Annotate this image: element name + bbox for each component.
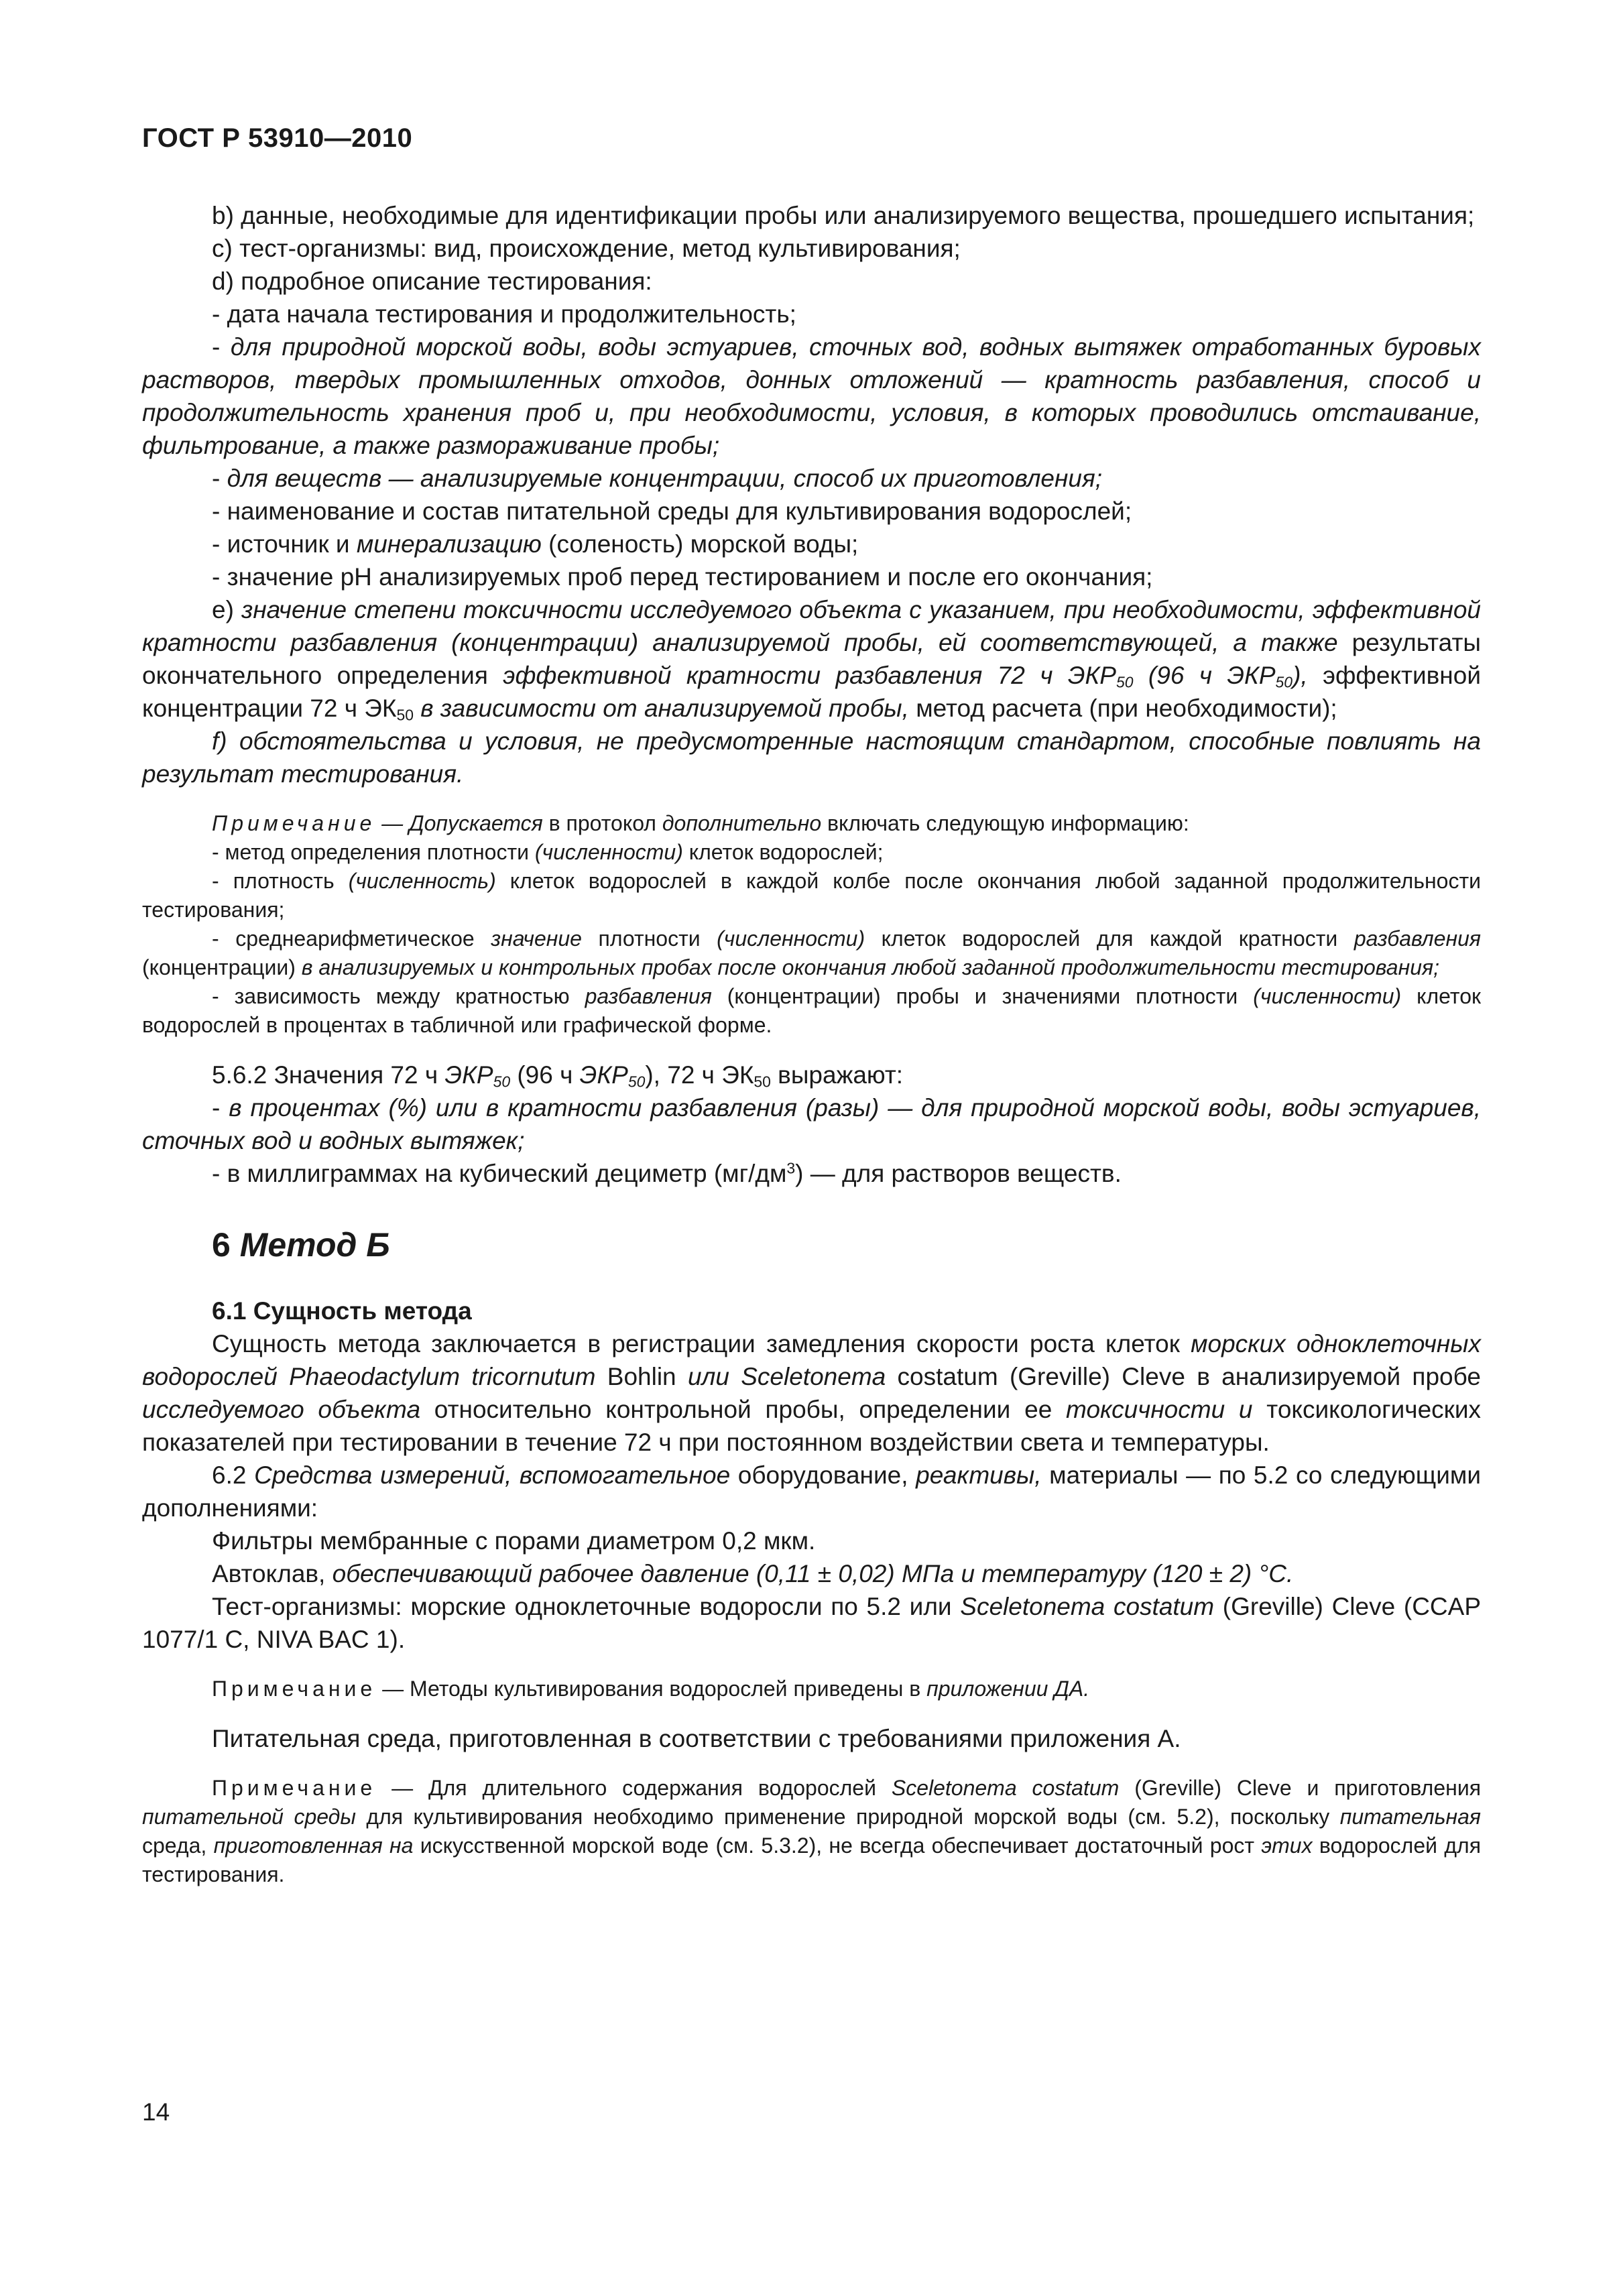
list-item: - для веществ — анализируемые концентрации, способ их приготовления; bbox=[212, 465, 1102, 492]
subsection-heading: 6.1 Сущность метода bbox=[212, 1297, 472, 1325]
list-item: - источник и минерализацию (соленость) морской воды; bbox=[212, 530, 859, 558]
page-number: 14 bbox=[142, 2098, 170, 2126]
list-item: - значение pH анализируемых проб перед тестированием и после его окончания; bbox=[212, 563, 1153, 591]
note-item: - среднеарифметическое значение плотности (численности) клеток водорослей для каждой кратности разбавления (концентрации) в анализируемых и контрольных пробах после окончания любой заданной продолжительности тестирования; bbox=[142, 926, 1482, 979]
paragraph: Сущность метода заключается в регистрации замедления скорости роста клеток морских одноклеточных водорослей Phaeodactylum tricornutum Bohlin или Sceletonema costatum (Greville) Cleve в анализируемой пробе исследуемого объекта относительно контрольной пробы, определении ее токсичности и токсикологических показателей при тестировании в течение 72 ч при постоянном воздействии света и температуры. bbox=[142, 1330, 1482, 1456]
list-item: - для природной морской воды, воды эстуариев, сточных вод, водных вытяжек отработанных буровых растворов, твердых промышленных отходов, донных отложений — кратность разбавления, способ и продолжительность хранения проб и, при необходимости, условия, в которых проводились отстаивание, фильтрование, а также размораживание пробы; bbox=[142, 333, 1481, 459]
paragraph: 5.6.2 Значения 72 ч $ЭКР_{50}$ (96 ч $ЭКР_{50}$), 72 ч $ЭК_{50}$ выражают: bbox=[212, 1061, 904, 1091]
paragraph: Тест-организмы: морские одноклеточные водоросли по 5.2 или Sceletonema costatum (Greville) Cleve (CCAP 1077/1 C, NIVA BAC 1). bbox=[142, 1593, 1481, 1653]
document-body bbox=[142, 199, 1481, 1889]
note: Примечание — Методы культивирования водорослей приведены в приложении ДА. bbox=[212, 1677, 1090, 1701]
paragraph: e) значение степени токсичности исследуемого объекта с указанием, при необходимости, эффективной кратности разбавления (концентрации) анализируемой пробы, ей соответствующей, а также результаты окончательного определения эффективной кратности разбавления 72 ч $ЭКР_{50}$ (96 ч $ЭКР_{50}$), эффективной концентрации 72 ч $ЭК_{50}$ в зависимости от анализируемой пробы, метод расчета (при необходимости); bbox=[142, 596, 1481, 724]
note-item: - зависимость между кратностью разбавления (концентрации) пробы и значениями плотности (численности) клеток водорослей в процентах в табличной или графической форме. bbox=[142, 984, 1481, 1037]
document-header: ГОСТ Р 53910—2010 bbox=[142, 123, 413, 153]
note-item: - метод определения плотности (численности) клеток водорослей; bbox=[212, 840, 884, 864]
paragraph: b) данные, необходимые для идентификации пробы или анализируемого вещества, прошедшего испытания; bbox=[212, 202, 1475, 229]
list-item: - в процентах (%) или в кратности разбавления (разы) — для природной морской воды, воды эстуариев, сточных вод и водных вытяжек; bbox=[142, 1094, 1481, 1154]
note-item: - плотность (численность) клеток водорослей в каждой колбе после окончания любой заданной продолжительности тестирования; bbox=[142, 869, 1482, 922]
list-item: - в миллиграммах на кубический дециметр $(мг/дм^3)$ — для растворов веществ. bbox=[212, 1159, 1122, 1187]
paragraph: d) подробное описание тестирования: bbox=[212, 267, 652, 295]
paragraph: Автоклав, обеспечивающий рабочее давление (0,11 ± 0,02) МПа и температуру (120 ± 2) °C. bbox=[212, 1560, 1294, 1587]
list-item: - дата начала тестирования и продолжительность; bbox=[212, 300, 796, 328]
paragraph: f) обстоятельства и условия, не предусмотренные настоящим стандартом, способные повлиять на результат тестирования. bbox=[142, 727, 1481, 788]
paragraph: Фильтры мембранные с порами диаметром 0,2 мкм. bbox=[212, 1527, 816, 1555]
paragraph: c) тест-организмы: вид, происхождение, метод культивирования; bbox=[212, 235, 961, 262]
paragraph: Питательная среда, приготовленная в соответствии с требованиями приложения А. bbox=[212, 1725, 1181, 1752]
note: Примечание — Допускается в протокол дополнительно включать следующую информацию: bbox=[212, 811, 1189, 835]
note: Примечание — Для длительного содержания водорослей Sceletonema costatum (Greville) Cleve и приготовления питательной среды для культивирования необходимо применение природной морской воды (см. 5.2), поскольку питательная среда, приготовленная на искусственной морской воде (см. 5.3.2), не всегда обеспечивает достаточный рост этих водорослей для тестирования. bbox=[142, 1776, 1482, 1886]
section-heading: 6 Метод Б bbox=[212, 1226, 390, 1264]
list-item: - наименование и состав питательной среды для культивирования водорослей; bbox=[212, 497, 1132, 525]
paragraph: 6.2 Средства измерений, вспомогательное оборудование, реактивы, материалы — по 5.2 со следующими дополнениями: bbox=[142, 1461, 1481, 1522]
